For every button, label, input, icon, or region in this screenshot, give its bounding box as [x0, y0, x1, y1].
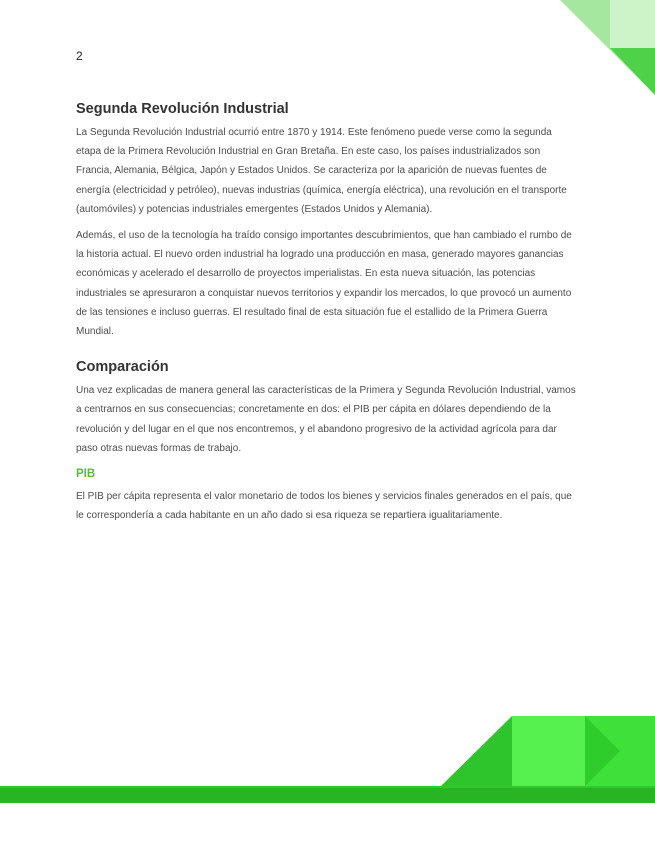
bottom-band-highlight — [0, 786, 655, 788]
subsection-title-pib: PIB — [76, 468, 96, 481]
paragraph: Además, el uso de la tecnología ha traído consigo importantes descubrimientos, que han cambiado el rumbo de la historia actual. El nuevo orden industrial ha logrado una producción en masa, generado mayores ganancias económicas y acelerado el desarrollo de proyectos imperialistas. En esta nueva situación, las potencias industriales se apresuraron a conquistar nuevos territorios y expandir los mercados, lo que provocó un aumento de las tensiones e incluso guerras. El resultado final de esta situación fue el estallido de la Primera Guerra Mundial. — [76, 230, 572, 338]
paragraph: La Segunda Revolución Industrial ocurrió entre 1870 y 1914. Este fenómeno puede verse como la segunda etapa de la Primera Revolución Industrial en Gran Bretaña. En este caso, los países industrializados son Francia, Alemania, Bélgica, Japón y Estados Unidos. Se caracteriza por la aparición de nuevas fuentes de energía (electricidad y petróleo), nuevas industrias (química, energía eléctrica), una revolución en el transporte (automóviles) y potencias industriales emergentes (Estados Unidos y Alemania). — [76, 127, 567, 215]
corner-shape-green — [610, 48, 655, 95]
paragraph: El PIB per cápita representa el valor monetario de todos los bienes y servicios finales generados en el país, que le correspondería a cada habitante en un año dado si esa riqueza se repartiera igualitariamente. — [76, 491, 572, 522]
bottom-band — [0, 786, 655, 803]
section-title-segunda-revolucion: Segunda Revolución Industrial — [76, 101, 289, 117]
page-number: 2 — [76, 49, 83, 63]
bottom-shape-bright — [512, 716, 585, 786]
document-body — [76, 100, 578, 525]
corner-shape-pale — [610, 0, 655, 48]
paragraph: Una vez explicadas de manera general las características de la Primera y Segunda Revolución Industrial, vamos a centrarnos en sus consecuencias; concretamente en dos: el PIB per cápita en dólares dependiendo de la revolución y del lugar en el que nos encontremos, y el abandono progresivo de la actividad agrícola para dar paso otras nuevas formas de trabajo. — [76, 385, 576, 454]
section-title-comparacion: Comparación — [76, 359, 169, 376]
